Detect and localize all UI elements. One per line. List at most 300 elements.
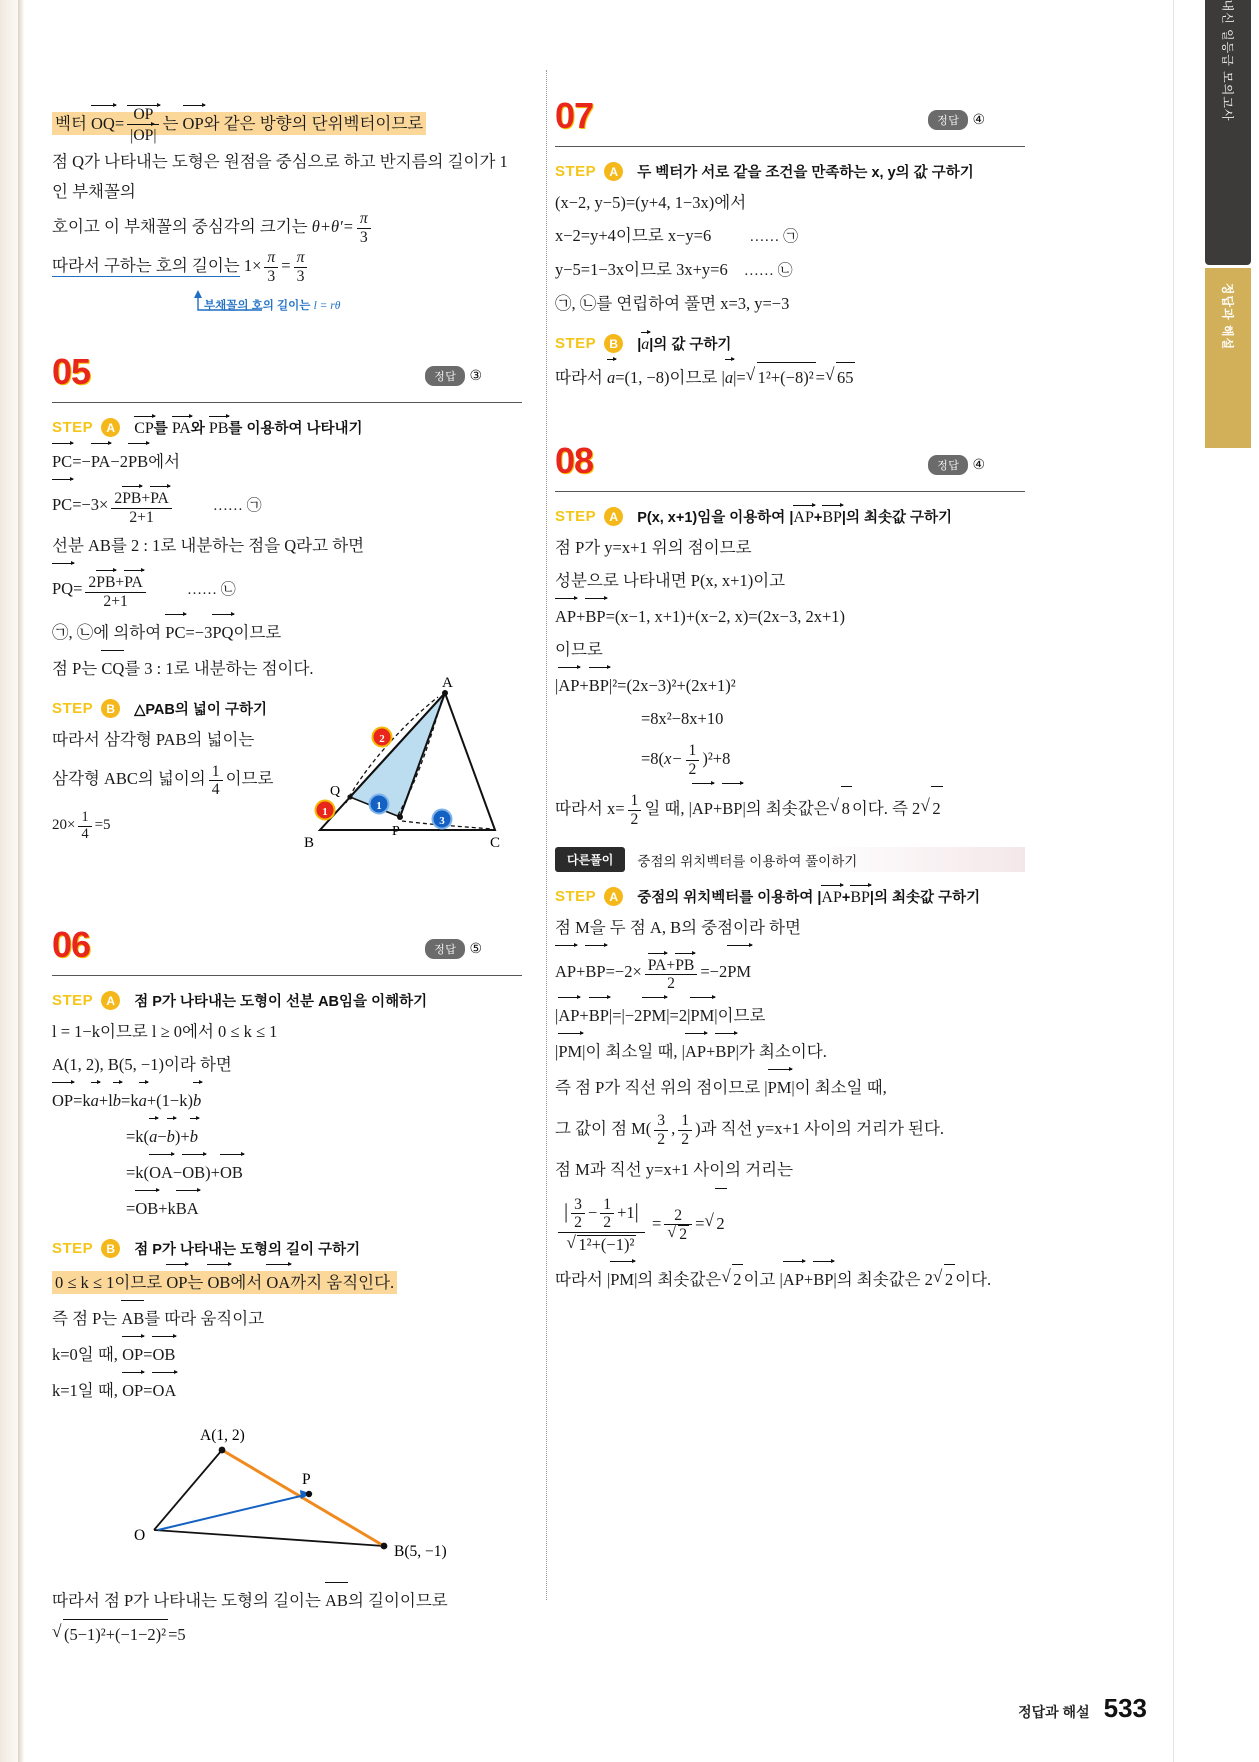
- p05-eq3-lhs: PQ: [52, 564, 73, 611]
- p08-sa-ap: AP: [793, 506, 813, 527]
- problem-06-answer-value: ⑤: [469, 941, 482, 957]
- p05-eq3-num-a: 2: [88, 574, 97, 592]
- p08-l3-ap: AP: [555, 599, 576, 632]
- step-word: STEP: [52, 1240, 94, 1258]
- p06-eq1-eq2: =k: [121, 1091, 139, 1111]
- title-pa: PA: [172, 417, 191, 438]
- svg-text:P: P: [392, 824, 400, 840]
- p06-line1: l = 1−k이므로 l ≥ 0에서 0 ≤ k ≤ 1: [52, 1022, 278, 1042]
- carryover-mid: 는: [162, 114, 179, 133]
- p07-l5-rad: 1²+(−8)²: [757, 362, 816, 393]
- p06-eq1-lhs: OP: [52, 1083, 73, 1116]
- p05-eq2: [52, 480, 522, 528]
- p07-l5-eq: =: [815, 368, 825, 387]
- p06-f1-a: 따라서 점 P가 나타내는 도형의 길이는: [52, 1591, 321, 1611]
- p08-l11-pm2: PM: [690, 998, 714, 1031]
- p08-line4: 이므로: [555, 640, 603, 659]
- svg-text:C: C: [490, 835, 501, 852]
- p08-l17-plus: +: [803, 1270, 814, 1289]
- p08-l16-eq2: =: [695, 1214, 705, 1233]
- p08-l12-mid: |이 최소일 때, |: [582, 1042, 685, 1061]
- p08-line2: 성분으로 나타내면 P(x, x+1)이고: [555, 571, 786, 590]
- p08-l13-pre: 즉 점 P가 직선 위의 점이므로 |: [555, 1078, 768, 1097]
- p05-by-a: ㉠, ㉡에 의하여: [52, 623, 162, 643]
- p06-l3-a: 즉 점 P는: [52, 1309, 118, 1329]
- carryover-note-formula: l = rθ: [313, 300, 341, 313]
- p06-line4: [52, 1337, 522, 1370]
- p06-eq4-eq: =: [126, 1199, 136, 1219]
- carryover-line2-fnum: π: [357, 210, 371, 229]
- p06-eq1-a: a: [91, 1083, 99, 1116]
- p05-eq2-eq: =−3×: [72, 495, 109, 515]
- footer-label: 정답과 해설: [1018, 1704, 1090, 1720]
- p08-sa-plus: +: [813, 510, 823, 526]
- p08-l8-d: 이다. 즉 2: [851, 799, 921, 818]
- p06-eq1-b2: b: [193, 1083, 201, 1116]
- p06-l5-oa: OA: [152, 1373, 176, 1406]
- p05-eq2-ref: …… ㉠: [212, 498, 262, 515]
- problem-07-step-a-title: 두 벡터가 서로 같을 조건을 만족하는 x, y의 값 구하기: [637, 165, 974, 181]
- p05-area3-num: 1: [78, 810, 91, 827]
- problem-08-answer-label: 정답: [928, 455, 968, 475]
- svg-text:A(1, 2): A(1, 2): [200, 1427, 245, 1445]
- p08-l11-mid2: |=2|: [666, 1006, 691, 1025]
- p08-l7-b: )²+8: [702, 749, 731, 768]
- problem-06-step-b: [52, 1238, 522, 1259]
- step-badge-a-icon: A: [101, 418, 120, 437]
- p06-line2: A(1, 2), B(5, −1)이라 하면: [52, 1055, 232, 1075]
- svg-text:Q: Q: [330, 784, 341, 800]
- problem-05-answer: [425, 366, 482, 386]
- problem-08-answer: [928, 455, 985, 475]
- p07-l5-vec2: a: [725, 360, 733, 393]
- p08-l16-nd: 1: [600, 1196, 614, 1215]
- p08-l17-e: 이다.: [955, 1270, 992, 1289]
- p08-line1: 점 P가 y=x+1 위의 점이므로: [555, 538, 752, 557]
- problem-06-number: 06: [52, 924, 91, 966]
- step-badge-b-icon: B: [101, 1239, 120, 1258]
- p08-l3-bp: BP: [585, 599, 605, 632]
- p06-hl-a: 0 ≤ k ≤ 1이므로: [55, 1273, 163, 1293]
- p08-l12-plus: +: [706, 1042, 716, 1061]
- problem-05: [52, 351, 522, 852]
- p05-eq3-num-pb: PB: [96, 571, 115, 592]
- p08-sa-post: |의 최솟값 구하기: [841, 510, 953, 526]
- problem-06-answer-label: 정답: [425, 939, 465, 959]
- p08-l12-tail: |가 최소이다.: [735, 1042, 827, 1061]
- p08-l17-bp: BP: [813, 1262, 833, 1295]
- problem-08-answer-value: ④: [972, 457, 985, 473]
- svg-text:O: O: [134, 1527, 146, 1545]
- p08-l14-b: )과 직선 y=x+1 사이의 거리가 된다.: [695, 1119, 945, 1138]
- p06-final1: [52, 1583, 522, 1616]
- p06-eq4-ob: OB: [135, 1191, 158, 1224]
- p06-eq3-obb: OB: [220, 1155, 243, 1188]
- step-badge-a-icon: A: [101, 991, 120, 1010]
- p08-l3-plus: +: [576, 607, 586, 626]
- p07-l3-text: y−5=1−3x이므로 3x+y=6: [555, 260, 728, 279]
- svg-text:P: P: [302, 1471, 311, 1489]
- p08-l11-bp: BP: [589, 998, 609, 1031]
- p05-eq1-eq: =: [72, 452, 82, 472]
- p06-hl-mid: 는: [187, 1273, 204, 1293]
- p08-sa2-ap: AP: [821, 886, 841, 907]
- p08-l16-nf: +1: [617, 1202, 635, 1222]
- p05-eq2-num-a: 2: [114, 490, 123, 508]
- p06-hl-tail: 까지 움직인다.: [290, 1273, 395, 1293]
- p08-l12-pm: PM: [558, 1034, 582, 1067]
- step-badge-a-icon: A: [604, 507, 623, 526]
- p05-by-mid: =−3: [185, 623, 213, 643]
- p06-eq3: [126, 1155, 522, 1188]
- problem-05-step-b-title: △PAB의 넓이 구하기: [134, 702, 267, 719]
- alt-solution-tag: 다른풀이: [555, 847, 625, 872]
- step-word: STEP: [52, 419, 94, 437]
- title-mid2: 와: [190, 421, 205, 438]
- alt-solution-desc: 중점의 위치벡터를 이용하여 풀이하기: [637, 853, 858, 869]
- step-word: STEP: [555, 508, 597, 525]
- p05-by-tail: 이므로: [233, 623, 282, 643]
- p06-eq1-plus: +l: [98, 1091, 113, 1111]
- carryover-f1num: π: [264, 249, 278, 268]
- p05-eq2-lhs: PC: [52, 480, 72, 527]
- problem-08-rule: [555, 491, 1025, 492]
- p07-l5-vec: a: [607, 360, 615, 393]
- p08-l12-pre: |: [555, 1042, 559, 1061]
- p08-l7-x: x−: [664, 749, 683, 768]
- p08-l8-rad2: 2: [931, 786, 942, 831]
- p08-line8: [555, 784, 1025, 831]
- p08-l17-pm: PM: [610, 1262, 634, 1295]
- p08-l14-comma: ,: [671, 1119, 676, 1138]
- p08-sa-bp: BP: [822, 506, 842, 527]
- p05-area3-b: =5: [94, 817, 111, 834]
- carryover-note-label: 부채꼴의 호의 길이는: [204, 300, 311, 313]
- p08-l10-num-pa: PA: [648, 954, 667, 975]
- p08-l10-pm: PM: [727, 946, 751, 995]
- p08-l10-bp: BP: [585, 946, 605, 995]
- right-column: [555, 0, 1025, 1298]
- problem-05-header: [52, 352, 522, 400]
- p06-eq2-minus: −: [157, 1127, 167, 1147]
- p08-line7: [641, 737, 1025, 781]
- p08-l17-rad: 2: [732, 1264, 743, 1295]
- problem-05-rule: [52, 402, 522, 403]
- p06-l3-tail: 를 따라 움직이고: [144, 1309, 265, 1329]
- p05-eq2-num-pb: PB: [122, 487, 141, 508]
- page-content: [26, 0, 1173, 1762]
- p08-line13: [555, 1070, 1025, 1103]
- carryover-line2-fden: 3: [359, 228, 368, 246]
- problem-06: [52, 925, 522, 1650]
- p06-eq1-plus2: +(1−k): [146, 1091, 193, 1111]
- p06-eq3-minus: −: [172, 1163, 183, 1183]
- p06-eq2: [126, 1119, 522, 1152]
- problem-08-step-a: [555, 506, 1025, 527]
- alt-solution-row: [555, 847, 1025, 872]
- problem-06-answer: [425, 939, 482, 959]
- p08-l7-num: 1: [686, 742, 700, 761]
- p08-l14-n1: 3: [654, 1112, 668, 1131]
- p07-line3: [555, 255, 1025, 286]
- side-tab-mock-exam[interactable]: [1205, 0, 1251, 265]
- p06-hl-mid2: 에서: [230, 1273, 263, 1293]
- page-footer: [1018, 1693, 1147, 1724]
- p06-eq3-close: )+: [205, 1163, 220, 1183]
- p08-l10-plus: +: [576, 962, 586, 981]
- p08-line6: =8x²−8x+10: [641, 709, 724, 728]
- p06-eq1: [52, 1083, 522, 1116]
- triangle-abc-diagram: [290, 675, 522, 865]
- title-end: 를 이용하여 나타내기: [228, 421, 363, 438]
- svg-text:B: B: [304, 835, 315, 852]
- p05-area2-num: 1: [209, 763, 223, 782]
- footer-page-number: 533: [1103, 1693, 1147, 1723]
- step-word: STEP: [555, 163, 597, 180]
- carryover-line2-theta: θ+θ′=: [311, 217, 354, 237]
- svg-text:2: 2: [379, 733, 385, 746]
- p06-eq4: [126, 1191, 522, 1224]
- p06-f2-eq: =5: [168, 1625, 186, 1645]
- p08-l10-eq2: =−2: [700, 962, 728, 981]
- side-tab-answers[interactable]: [1205, 268, 1251, 448]
- p06-eq4-ba: BA: [176, 1191, 199, 1224]
- p05-eq1-tail: 에서: [148, 452, 181, 472]
- carryover-line1: 점 Q가 나타내는 도형은 원점을 중심으로 하고 반지름의 길이가 1인 부채꼴의: [52, 152, 508, 202]
- p05-p-a: 점 P는: [52, 659, 98, 679]
- carryover-line2-a: 호이고 이 부채꼴의 중심각의 크기는: [52, 217, 308, 237]
- problem-07-answer-value: ④: [972, 112, 985, 128]
- step-badge-a-icon: A: [604, 887, 623, 906]
- p08-l8-rad: 8: [841, 786, 852, 831]
- p06-l4-a: k=0일 때,: [52, 1345, 118, 1365]
- p08-line17: [555, 1262, 1025, 1295]
- step-badge-b-icon: B: [101, 699, 120, 718]
- page-right-strip: [1173, 0, 1259, 1762]
- p06-eq3-ob: OB: [182, 1155, 205, 1188]
- p07-line1: (x−2, y−5)=(y+4, 1−3x)에서: [555, 193, 747, 212]
- ratio-badge-2: [373, 728, 392, 747]
- svg-text:1: 1: [322, 806, 328, 819]
- ratio-badge-1-blue: [370, 795, 389, 814]
- p05-eq2-den: 2+1: [129, 508, 154, 526]
- p05-eq1-rhs1: −: [81, 452, 91, 472]
- p08-l5-post: |²=(2x−3)²+(2x+1)²: [608, 676, 736, 695]
- p08-l12-ap: AP: [685, 1034, 706, 1067]
- p05-line-q: 선분 AB를 2 : 1로 내분하는 점을 Q라고 하면: [52, 536, 365, 556]
- carryover-suffix: 와 같은 방향의 단위벡터이므로: [203, 114, 424, 133]
- problem-06-step-b-title: 점 P가 나타내는 도형의 길이 구하기: [134, 1242, 361, 1259]
- side-tab-mock-exam-label: 내신 일등급 모의고사: [1220, 0, 1235, 122]
- vector-oab-diagram: [112, 1422, 522, 1577]
- svg-text:3: 3: [439, 815, 445, 828]
- p06-eq2-b: b: [167, 1119, 175, 1152]
- problem-05-step-a: [52, 417, 522, 438]
- p08-l10-ap: AP: [555, 946, 576, 995]
- step-word: STEP: [555, 888, 597, 905]
- p08-sa2-pre: 중점의 위치벡터를 이용하여 |: [637, 890, 822, 906]
- p08-line3: [555, 599, 1025, 632]
- problem-08-step-a2-title: [637, 886, 980, 907]
- left-column: [52, 0, 522, 1653]
- p05-area2-den: 4: [211, 781, 220, 799]
- p08-line16: | $\frac{3}{2}$ − $\frac{1}{2}$ +1| √ 1²+(−1)² = 2 √ 2 = √ 2: [555, 1188, 1025, 1259]
- p08-l17-d: |의 최솟값은 2: [833, 1270, 933, 1289]
- ratio-badge-1-red: [316, 801, 335, 820]
- p06-eq2-bb: b: [190, 1119, 198, 1152]
- p05-area2-b: 이므로: [225, 769, 274, 789]
- p08-l17-rad2: 2: [944, 1264, 955, 1295]
- p08-sa-pre: P(x, x+1)임을 이용하여 |: [637, 510, 794, 526]
- p08-l8-bp: BP: [722, 784, 742, 831]
- problem-06-step-a-title: 점 P가 나타내는 도형이 선분 AB임을 이해하기: [134, 994, 428, 1011]
- p08-l8-den: 2: [630, 810, 639, 828]
- p08-l12-bp: BP: [715, 1034, 735, 1067]
- p08-l17-ap: AP: [783, 1262, 804, 1295]
- p05-by-pq: PQ: [212, 615, 233, 648]
- p08-l7-a: =8(: [641, 749, 665, 768]
- p08-l16-fd: 2: [679, 1226, 688, 1244]
- step-word: STEP: [52, 992, 94, 1010]
- p06-eq2-a: a: [149, 1119, 157, 1152]
- problem-05-answer-label: 정답: [425, 366, 465, 386]
- p08-line12: [555, 1034, 1025, 1067]
- p08-l14-d1: 2: [657, 1130, 666, 1148]
- p08-l8-a: 따라서 x=: [555, 799, 625, 818]
- p05-eq3-num-pa: PA: [124, 571, 143, 592]
- p08-l16-ne: 2: [603, 1214, 612, 1232]
- p07-sb-a: a: [641, 333, 649, 354]
- p08-l8-plus: +: [712, 799, 723, 818]
- p08-l11-mid: |=|−2: [608, 1006, 643, 1025]
- p05-by-pc: PC: [165, 615, 185, 648]
- p08-l11-pm: PM: [642, 998, 666, 1031]
- p08-l17-a: 따라서 |: [555, 1270, 611, 1289]
- p08-l5-plus: +: [579, 676, 589, 695]
- p07-l5-c: |=: [733, 368, 746, 387]
- p06-hl-oa: OA: [266, 1265, 290, 1298]
- p08-l14-n2: 1: [678, 1112, 692, 1131]
- p06-final2: [52, 1619, 522, 1650]
- p06-l4-ob: OB: [152, 1337, 175, 1370]
- p06-f1-ab: AB: [325, 1583, 348, 1616]
- carryover-note-text: [204, 297, 340, 313]
- p06-eq2-eq: =k(: [126, 1127, 150, 1147]
- p05-eq3-eq: =: [73, 579, 83, 599]
- carryover-f1den: 3: [267, 267, 276, 285]
- carryover-frac-den: |OP|: [130, 126, 157, 144]
- p07-line4: ㉠, ㉡를 연립하여 풀면 x=3, y=−3: [555, 294, 790, 313]
- p08-l13-pm: PM: [768, 1070, 792, 1103]
- p08-l16-eq: =: [651, 1214, 662, 1233]
- p08-l17-c: 이고 |: [743, 1270, 783, 1289]
- carryover-frac-num: OP: [127, 106, 159, 125]
- p06-line3: [52, 1301, 522, 1334]
- problem-07: [555, 96, 1025, 393]
- problem-07-answer-label: 정답: [928, 110, 968, 130]
- step-badge-a-icon: A: [604, 162, 623, 181]
- p08-l8-num: 1: [628, 792, 642, 811]
- p06-l5-a: k=1일 때,: [52, 1381, 118, 1401]
- p06-eq2-close: )+: [174, 1127, 190, 1147]
- title-mid1: 를: [153, 421, 168, 438]
- step-word: STEP: [52, 700, 94, 718]
- title-pb: PB: [209, 417, 229, 438]
- p08-l11-ap: AP: [558, 998, 579, 1031]
- p05-eq1: [52, 444, 522, 477]
- p08-sa2-plus: +: [841, 890, 851, 906]
- p08-line10: [555, 946, 1025, 995]
- carryover-oq: OQ: [91, 106, 115, 139]
- p06-hl-ob: OB: [207, 1265, 230, 1298]
- p06-hl-line: [52, 1265, 522, 1298]
- p07-sb-post: |의 값 구하기: [649, 337, 732, 353]
- p05-area2-a: 삼각형 ABC의 넓이의: [52, 769, 206, 789]
- problem-06-header: [52, 925, 522, 973]
- carryover-line3-eq: =: [281, 256, 291, 276]
- p08-l11-plus: +: [579, 1006, 589, 1025]
- p05-area3-a: 20×: [52, 817, 76, 834]
- p05-eq1-pb: PB: [128, 444, 148, 477]
- p07-sb-pre: |: [637, 337, 642, 353]
- side-tab-answers-label: 정답과 해설: [1220, 282, 1235, 351]
- p06-l4-op: OP: [122, 1337, 143, 1370]
- p08-l10-den: 2: [667, 975, 675, 993]
- problem-05-step-a-title: [134, 417, 362, 438]
- p08-l10-num-plus: +: [666, 956, 676, 974]
- p07-l3-ref: …… ㉡: [743, 263, 793, 279]
- problem-07-header: [555, 96, 1025, 144]
- p06-eq3-oa: OA: [149, 1155, 173, 1188]
- problem-08-step-a-title: [637, 506, 952, 527]
- p08-l16-nc: −: [587, 1202, 598, 1222]
- p08-l8-ap: AP: [692, 784, 713, 831]
- p05-area1: 따라서 삼각형 PAB의 넓이는: [52, 730, 255, 750]
- p08-sa2-bp: BP: [850, 886, 870, 907]
- p08-line11: [555, 998, 1025, 1031]
- p05-line-by: [52, 615, 522, 648]
- p08-l5-bp: BP: [589, 668, 609, 701]
- carryover-highlight-line: [52, 106, 522, 144]
- p08-l16-fn: 2: [664, 1207, 692, 1226]
- problem-08: [555, 441, 1025, 1295]
- p07-l5-b: =(1, −8)이므로 |: [615, 368, 725, 387]
- title-cp: CP: [134, 417, 154, 438]
- p06-f2-rad: (5−1)²+(−1−2)²: [63, 1619, 168, 1650]
- p08-l16-nb: 2: [574, 1214, 582, 1232]
- p06-f1-b: 의 길이이므로: [347, 1591, 448, 1611]
- problem-07-step-a: [555, 161, 1025, 182]
- p06-eq3-eq: =k(: [126, 1163, 150, 1183]
- step-badge-b-icon: B: [604, 334, 623, 353]
- ratio-badge-3: [433, 810, 452, 829]
- p05-eq1-pa: PA: [91, 444, 111, 477]
- p08-l8-c: |의 최솟값은: [742, 799, 830, 818]
- p06-eq1-a2: a: [139, 1083, 147, 1116]
- problem-07-answer: [928, 110, 985, 130]
- svg-text:1: 1: [376, 800, 382, 813]
- p08-l13-tail: |이 최소일 때,: [791, 1078, 887, 1097]
- p05-eq3-den: 2+1: [103, 592, 128, 610]
- p06-eq1-b: b: [113, 1083, 121, 1116]
- p08-line5: [555, 668, 1025, 701]
- p06-l5-op: OP: [122, 1373, 143, 1406]
- p06-eq4-plus: +k: [158, 1199, 176, 1219]
- p05-eq3-num-plus: +: [115, 574, 125, 592]
- problem-06-rule: [52, 975, 522, 976]
- p06-l5-eq: =: [143, 1381, 153, 1401]
- p06-line5: [52, 1373, 522, 1406]
